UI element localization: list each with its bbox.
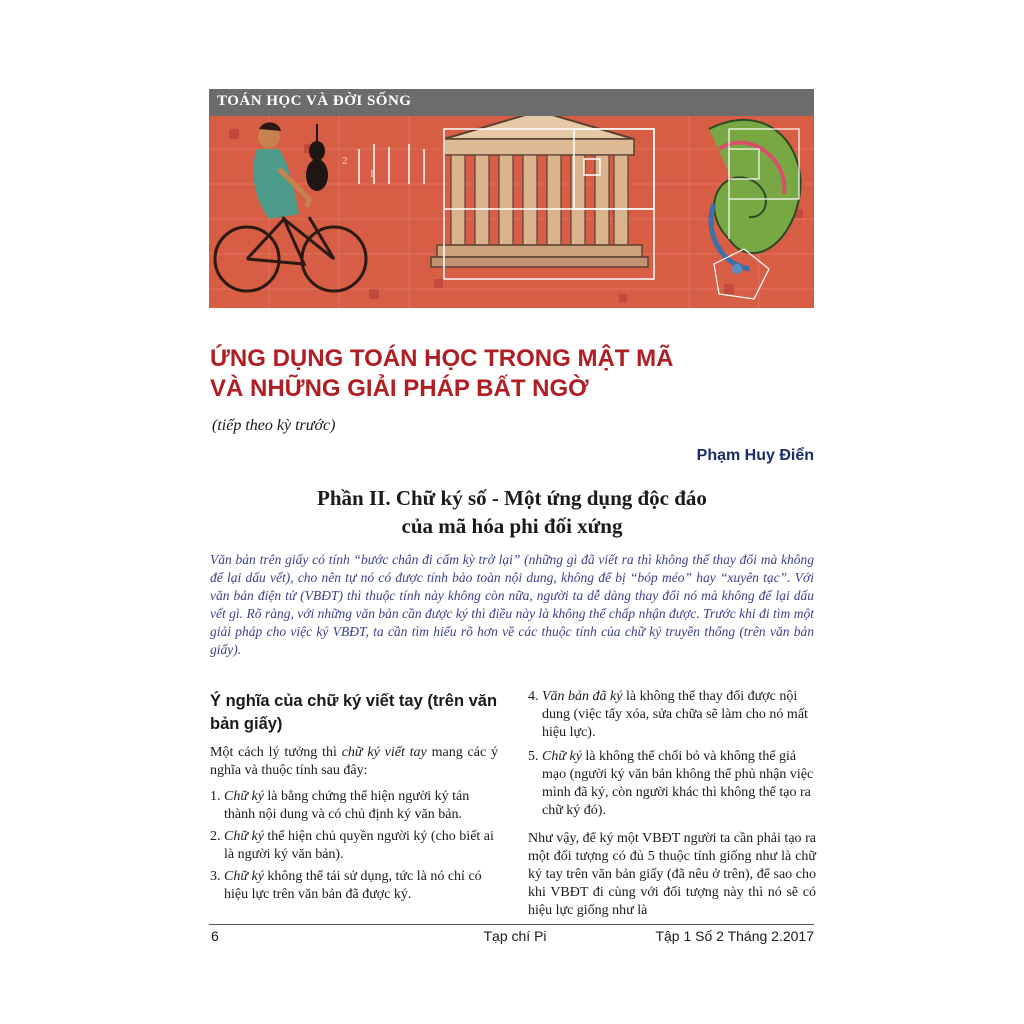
issue-info: Tập 1 Số 2 Tháng 2.2017 xyxy=(655,928,814,944)
list-item-number: 2. xyxy=(210,829,221,844)
list-item-emphasis: Văn bản đã ký xyxy=(542,689,623,704)
list-item-emphasis: Chữ ký xyxy=(542,749,582,764)
list-item xyxy=(210,828,498,864)
section-title-line2: của mã hóa phi đối xứng xyxy=(401,514,623,538)
list-item xyxy=(528,748,816,820)
left-column xyxy=(210,688,498,908)
intro-emphasis: chữ ký viết tay xyxy=(341,745,427,760)
svg-text:2: 2 xyxy=(342,155,348,167)
intro-text: Một cách lý tưởng thì xyxy=(210,745,342,760)
footer-divider xyxy=(209,924,814,925)
list-item xyxy=(528,688,816,742)
header-banner xyxy=(209,89,814,308)
list-item-text: là không thể chối bỏ và không thể giả mạo (người ký văn bản không thể phủ nhận việc mình đã ký, còn người khác thì không thể tạo ra chữ ký đó). xyxy=(542,749,814,818)
list-item xyxy=(210,788,498,824)
list-item-text: thể hiện chủ quyền người ký (cho biết ai là người ký văn bản). xyxy=(224,829,494,862)
list-item xyxy=(210,868,498,904)
svg-text:1: 1 xyxy=(369,168,375,180)
list-item-emphasis: Chữ ký xyxy=(224,829,264,844)
section-title xyxy=(210,484,814,540)
right-column-paragraph: Như vậy, để ký một VBĐT người ta cần phải tạo ra một đối tượng có đủ 5 thuộc tính giống như là chữ ký tay trên văn bản giấy (đã nêu ở trên), để sao cho khi VBĐT đi cùng với đối tượng này thì nó sẽ có hiệu lực giống như là xyxy=(528,831,816,918)
cyclist-illustration xyxy=(215,122,366,291)
list-item-number: 3. xyxy=(210,869,221,884)
cello-illustration xyxy=(306,124,328,191)
list-item-emphasis: Chữ ký xyxy=(224,789,264,804)
left-column-heading: Ý nghĩa của chữ ký viết tay (trên văn bản giấy) xyxy=(210,692,498,733)
music-notation-illustration xyxy=(342,144,424,184)
abstract-paragraph: Văn bản trên giấy có tính “bước chân đi cấm kỳ trở lại” (những gì đã viết ra thì không thể thay đổi mà không để lại dấu vết), cho nên tự nó có được tính bảo toàn nội dung, không để bị “bóp méo” hay “xuyên tạc”. Với văn bản điện tử (VBĐT) thì thuộc tính này không còn nữa, người ta dễ dàng thay đổi nó mà không để lại dấu vết gì. Rõ ràng, với những văn bản cần được ký thì điều này là không thể chấp nhận được. Trước khi đi tìm một giải pháp cho việc ký VBĐT, ta cần tìm hiểu rõ hơn về các thuộc tính của chữ ký truyền thống (trên văn bản giấy). xyxy=(210,552,814,657)
category-bar xyxy=(209,89,814,116)
category-label: TOÁN HỌC VÀ ĐỜI SỐNG xyxy=(217,93,412,109)
list-item-text: là không thể thay đổi được nội dung (việc tẩy xóa, sửa chữa sẽ làm cho nó mất hiệu lực). xyxy=(542,689,808,740)
list-item-number: 1. xyxy=(210,789,221,804)
right-column xyxy=(528,688,816,928)
properties-list-left xyxy=(210,788,498,904)
article-title-line1: ỨNG DỤNG TOÁN HỌC TRONG MẬT MÃ xyxy=(210,345,674,372)
section-title-line1: Phần II. Chữ ký số - Một ứng dụng độc đáo xyxy=(317,486,707,510)
intro-text-end: mang các ý nghĩa và thuộc tính sau đây: xyxy=(210,745,498,778)
parthenon-illustration xyxy=(431,111,654,279)
banner-illustration xyxy=(209,89,814,308)
list-item-number: 4. xyxy=(528,689,539,704)
article-title xyxy=(210,344,810,404)
article-title-line2: VÀ NHỮNG GIẢI PHÁP BẤT NGỜ xyxy=(210,375,589,402)
magazine-name: Tạp chí Pi xyxy=(483,928,547,944)
left-column-intro xyxy=(210,744,498,780)
nautilus-shell-illustration xyxy=(709,120,801,299)
list-item-text: là bằng chứng thể hiện người ký tán thành nội dung và có chủ định ký văn bản. xyxy=(224,789,470,822)
list-item-text: không thể tái sử dụng, tức là nó chỉ có hiệu lực trên văn bản đã được ký. xyxy=(224,869,482,902)
author-name: Phạm Huy Điển xyxy=(696,447,814,464)
continued-note: (tiếp theo kỳ trước) xyxy=(212,417,336,434)
list-item-number: 5. xyxy=(528,749,539,764)
list-item-emphasis: Chữ ký xyxy=(224,869,264,884)
page-number: 6 xyxy=(211,928,219,944)
properties-list-right xyxy=(528,688,816,820)
